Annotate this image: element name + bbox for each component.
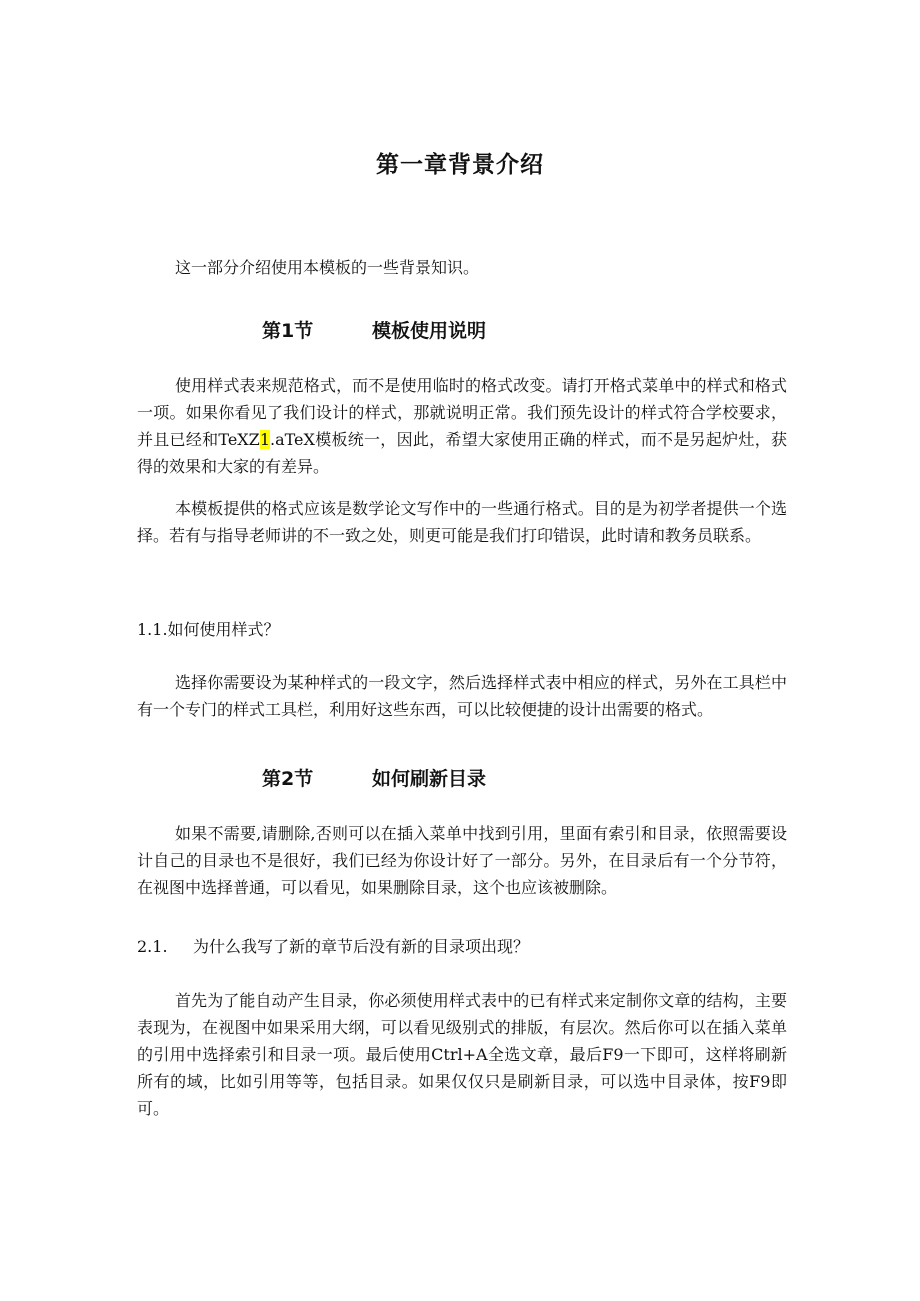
- intro-paragraph: 这一部分介绍使用本模板的一些背景知识。: [175, 258, 480, 277]
- section-1-title: 模板使用说明: [372, 320, 487, 342]
- section-1-paragraph-3: 选择你需要设为某种样式的一段文字，然后选择样式表中相应的样式，另外在工具栏中有一个专门的样式工具栏，利用好这些东西，可以比较便捷的设计出需要的格式。: [137, 673, 787, 719]
- section-1-paragraph-1-part-a: 使用样式表来规范格式，而不是使用临时的格式改变。请打开格式菜单中的样式和格式一项。如果你看见了我们设计的样式，那就说明正常。我们预先设计的样式符合学校要求，并且已经和TeXZ: [137, 376, 787, 449]
- subsection-2-1-number: 2.1.: [137, 937, 168, 956]
- section-2-title: 如何刷新目录: [372, 768, 487, 790]
- section-2-paragraph-2: 首先为了能自动产生目录，你必须使用样式表中的已有样式来定制你文章的结构，主要表现为，在视图中如果采用大纲，可以看见级别式的排版，有层次。然后你可以在插入菜单的引用中选择索引和目录一项。最后使用Ctrl+A全选文章，最后F9一下即可，这样将刷新所有的域，比如引用等等，包括目录。如果仅仅只是刷新目录，可以选中目录体，按F9即可。: [137, 991, 787, 1118]
- subsection-2-1-heading: [137, 933, 529, 960]
- subsection-2-1-title: 为什么我写了新的章节后没有新的目录项出现？: [193, 937, 530, 956]
- section-1-paragraph-1-part-b: .aTeX模板统一，因此，希望大家使用正确的样式，而不是另起炉灶，获得的效果和大家的有差异。: [137, 430, 787, 476]
- section-1-number: 第1节: [262, 320, 314, 342]
- chapter-title: 第一章背景介绍: [376, 152, 544, 178]
- subsection-1-1-heading: 1.1.如何使用样式？: [137, 620, 280, 639]
- section-2-paragraph-1: 如果不需要,请删除,否则可以在插入菜单中找到引用，里面有索引和目录，依照需要设计自己的目录也不是很好，我们已经为你设计好了一部分。另外，在目录后有一个分节符，在视图中选择普通，可以看见，如果删除目录，这个也应该被删除。: [137, 824, 787, 897]
- section-2-number: 第2节: [262, 768, 314, 790]
- section-1-paragraph-1: [137, 372, 787, 480]
- highlighted-text: 1: [259, 430, 270, 449]
- section-1-paragraph-2: 本模板提供的格式应该是数学论文写作中的一些通行格式。目的是为初学者提供一个选择。若有与指导老师讲的不一致之处，则更可能是我们打印错误，此时请和教务员联系。: [137, 499, 787, 545]
